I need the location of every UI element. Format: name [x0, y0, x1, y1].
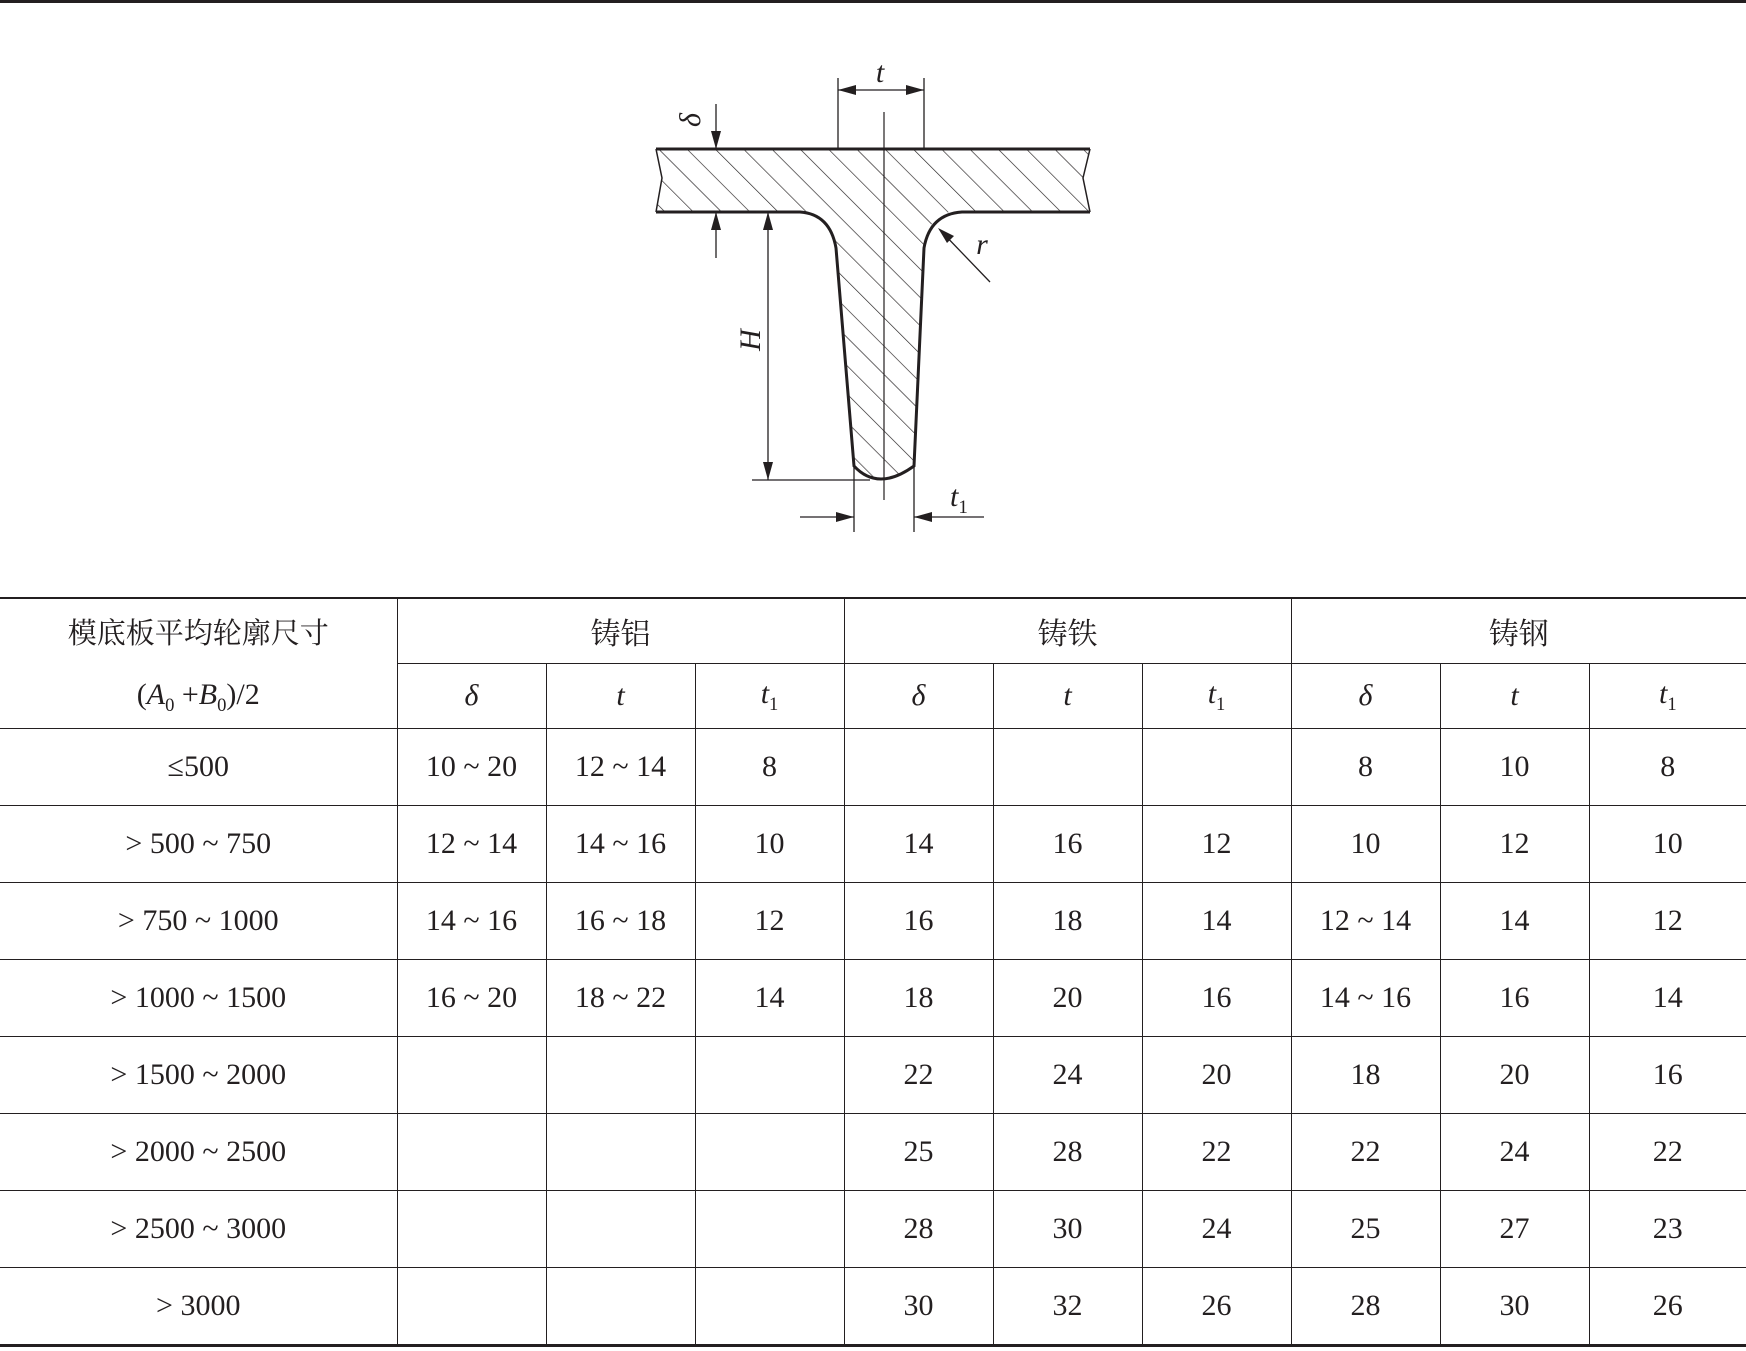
value-cell: 30 [993, 1191, 1142, 1268]
value-cell: 12 ~ 14 [397, 806, 546, 883]
label-t1-base: t [950, 480, 959, 513]
value-cell [546, 1268, 695, 1346]
corner-header-cell [0, 598, 397, 729]
formula-open: ( [136, 677, 147, 711]
value-cell: 10 [1291, 806, 1440, 883]
group-header-cast-steel: 铸钢 [1291, 598, 1746, 664]
value-cell: 27 [1440, 1191, 1589, 1268]
value-cell [397, 1268, 546, 1346]
value-cell [993, 729, 1142, 806]
label-t1 [950, 480, 968, 518]
value-cell: 14 [844, 806, 993, 883]
subheader-t1 [695, 664, 844, 729]
value-cell: 28 [993, 1114, 1142, 1191]
label-r: r [976, 228, 988, 261]
value-cell: 25 [844, 1114, 993, 1191]
value-cell: 20 [1440, 1037, 1589, 1114]
subheader-t1-sub: 1 [1216, 693, 1226, 715]
value-cell: 16 [1142, 960, 1291, 1037]
subheader-t: t [993, 664, 1142, 729]
value-cell [546, 1191, 695, 1268]
size-range-cell: > 1500 ~ 2000 [0, 1037, 397, 1114]
value-cell: 16 ~ 18 [546, 883, 695, 960]
table-row [0, 960, 1746, 1037]
value-cell: 18 [844, 960, 993, 1037]
value-cell: 32 [993, 1268, 1142, 1346]
value-cell: 16 [1440, 960, 1589, 1037]
spec-table [0, 597, 1746, 1347]
value-cell: 10 ~ 20 [397, 729, 546, 806]
value-cell [695, 1114, 844, 1191]
value-cell: 22 [844, 1037, 993, 1114]
rib-section [656, 212, 1090, 479]
value-cell: 22 [1589, 1114, 1746, 1191]
value-cell [695, 1191, 844, 1268]
value-cell: 14 ~ 16 [1291, 960, 1440, 1037]
value-cell: 8 [1589, 729, 1746, 806]
size-range-cell: > 2000 ~ 2500 [0, 1114, 397, 1191]
label-t: t [875, 56, 885, 89]
value-cell [546, 1114, 695, 1191]
value-cell [695, 1268, 844, 1346]
table-body [0, 729, 1746, 1346]
value-cell: 23 [1589, 1191, 1746, 1268]
table-row [0, 1037, 1746, 1114]
value-cell: 10 [695, 806, 844, 883]
value-cell: 22 [1142, 1114, 1291, 1191]
value-cell: 14 ~ 16 [546, 806, 695, 883]
subheader-delta: δ [397, 664, 546, 729]
header-row-groups [0, 598, 1746, 664]
value-cell: 12 ~ 14 [1291, 883, 1440, 960]
formula-sub-b: 0 [217, 694, 227, 716]
subheader-delta: δ [844, 664, 993, 729]
value-cell: 24 [1142, 1191, 1291, 1268]
table-row [0, 1191, 1746, 1268]
label-t1-sub: 1 [958, 497, 968, 518]
size-range-cell: > 750 ~ 1000 [0, 883, 397, 960]
value-cell: 16 ~ 20 [397, 960, 546, 1037]
value-cell: 10 [1440, 729, 1589, 806]
value-cell: 8 [1291, 729, 1440, 806]
formula-B: B [198, 677, 218, 711]
plate-section [656, 149, 1090, 212]
value-cell: 12 [1589, 883, 1746, 960]
value-cell [844, 729, 993, 806]
table-row [0, 729, 1746, 806]
subheader-t1-base: t [1658, 676, 1668, 710]
value-cell: 12 [1440, 806, 1589, 883]
value-cell [695, 1037, 844, 1114]
value-cell: 24 [993, 1037, 1142, 1114]
value-cell: 26 [1142, 1268, 1291, 1346]
formula-plus: + [174, 677, 199, 711]
subheader-t: t [546, 664, 695, 729]
value-cell: 14 [1589, 960, 1746, 1037]
size-range-cell: > 500 ~ 750 [0, 806, 397, 883]
subheader-delta: δ [1291, 664, 1440, 729]
value-cell: 20 [1142, 1037, 1291, 1114]
group-header-cast-aluminum: 铸铝 [397, 598, 844, 664]
value-cell: 30 [844, 1268, 993, 1346]
value-cell: 18 ~ 22 [546, 960, 695, 1037]
value-cell: 12 [695, 883, 844, 960]
value-cell: 16 [844, 883, 993, 960]
value-cell [397, 1191, 546, 1268]
value-cell: 16 [993, 806, 1142, 883]
table-row [0, 1268, 1746, 1346]
label-delta: δ [674, 113, 707, 127]
group-header-cast-iron: 铸铁 [844, 598, 1291, 664]
value-cell [397, 1114, 546, 1191]
subheader-t1-sub: 1 [1667, 693, 1677, 715]
size-range-cell: ≤500 [0, 729, 397, 806]
value-cell: 25 [1291, 1191, 1440, 1268]
size-range-cell: > 3000 [0, 1268, 397, 1346]
value-cell: 26 [1589, 1268, 1746, 1346]
value-cell: 18 [1291, 1037, 1440, 1114]
value-cell [1142, 729, 1291, 806]
value-cell: 16 [1589, 1037, 1746, 1114]
value-cell: 14 [1142, 883, 1291, 960]
value-cell [397, 1037, 546, 1114]
subheader-t1 [1589, 664, 1746, 729]
value-cell: 8 [695, 729, 844, 806]
corner-title: 模底板平均轮廓尺寸 [67, 615, 329, 650]
value-cell: 18 [993, 883, 1142, 960]
value-cell: 28 [844, 1191, 993, 1268]
value-cell: 28 [1291, 1268, 1440, 1346]
subheader-t1-base: t [760, 676, 770, 710]
value-cell [546, 1037, 695, 1114]
subheader-t1 [1142, 664, 1291, 729]
value-cell: 14 ~ 16 [397, 883, 546, 960]
table-row [0, 1114, 1746, 1191]
table-row [0, 883, 1746, 960]
subheader-t1-base: t [1207, 676, 1217, 710]
value-cell: 14 [695, 960, 844, 1037]
formula-tail: )/2 [226, 677, 260, 711]
label-H: H [734, 329, 767, 351]
value-cell: 30 [1440, 1268, 1589, 1346]
formula-sub-a: 0 [165, 694, 175, 716]
value-cell: 22 [1291, 1114, 1440, 1191]
size-range-cell: > 1000 ~ 1500 [0, 960, 397, 1037]
table-row [0, 806, 1746, 883]
formula-A: A [146, 677, 166, 711]
value-cell: 14 [1440, 883, 1589, 960]
subheader-t1-sub: 1 [769, 693, 779, 715]
value-cell: 20 [993, 960, 1142, 1037]
subheader-t: t [1440, 664, 1589, 729]
rib-cross-section-diagram [0, 0, 1746, 600]
corner-formula [0, 678, 397, 717]
value-cell: 12 ~ 14 [546, 729, 695, 806]
size-range-cell: > 2500 ~ 3000 [0, 1191, 397, 1268]
value-cell: 24 [1440, 1114, 1589, 1191]
value-cell: 12 [1142, 806, 1291, 883]
value-cell: 10 [1589, 806, 1746, 883]
